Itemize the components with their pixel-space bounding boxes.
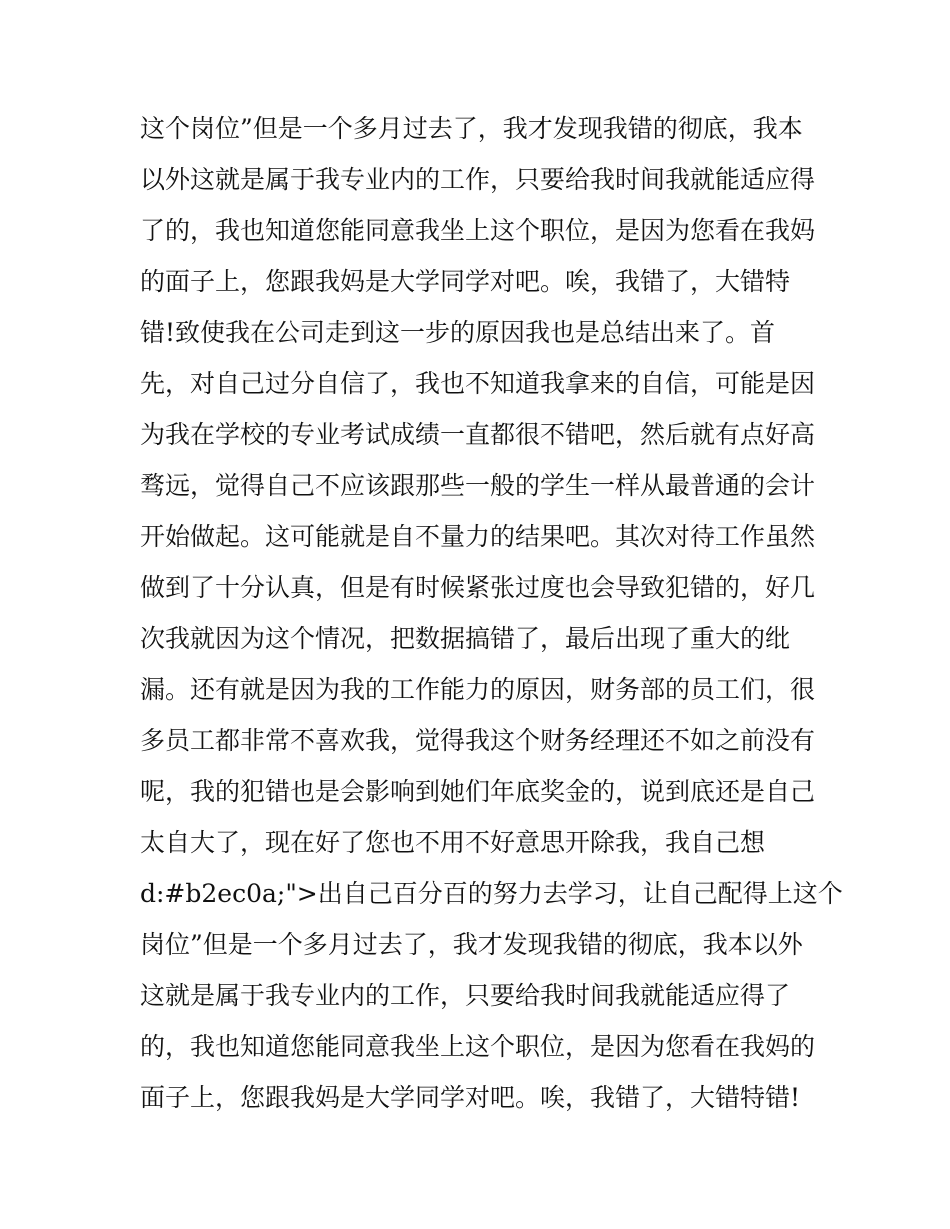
body-text xyxy=(140,103,843,1123)
text-line: 了的，我也知道您能同意我坐上这个职位，是因为您看在我妈 xyxy=(140,216,816,245)
text-line: 太自大了，现在好了您也不用不好意思开除我，我自己想 xyxy=(140,828,766,857)
text-line: 先，对自己过分自信了，我也不知道我拿来的自信，可能是因 xyxy=(140,369,816,398)
text-line: 呢，我的犯错也是会影响到她们年底奖金的，说到底还是自己 xyxy=(140,777,816,806)
text-line: 岗位”但是一个多月过去了，我才发现我错的彻底，我本以外 xyxy=(140,930,803,959)
text-line: 错!致使我在公司走到这一步的原因我也是总结出来了。首 xyxy=(140,318,776,347)
text-line: 做到了十分认真，但是有时候紧张过度也会导致犯错的，好几 xyxy=(140,573,816,602)
text-line: 面子上，您跟我妈是大学同学对吧。唉，我错了，大错特错! xyxy=(140,1083,801,1112)
text-line: 这个岗位”但是一个多月过去了，我才发现我错的彻底，我本 xyxy=(140,114,803,143)
text-line: 开始做起。这可能就是自不量力的结果吧。其次对待工作虽然 xyxy=(140,522,816,551)
text-line: 漏。还有就是因为我的工作能力的原因，财务部的员工们，很 xyxy=(140,675,816,704)
text-line: 为我在学校的专业考试成绩一直都很不错吧，然后就有点好高 xyxy=(140,420,816,449)
text-line: 骛远，觉得自己不应该跟那些一般的学生一样从最普通的会计 xyxy=(140,471,816,500)
text-line: 的，我也知道您能同意我坐上这个职位，是因为您看在我妈的 xyxy=(140,1032,816,1061)
text-line: 的面子上，您跟我妈是大学同学对吧。唉，我错了，大错特 xyxy=(140,267,791,296)
text-line: d:#b2ec0a;">出自己百分百的努力去学习，让自己配得上这个 xyxy=(140,879,843,908)
text-line: 这就是属于我专业内的工作，只要给我时间我就能适应得了 xyxy=(140,981,791,1010)
text-line: 次我就因为这个情况，把数据搞错了，最后出现了重大的纰 xyxy=(140,624,791,653)
text-line: 多员工都非常不喜欢我，觉得我这个财务经理还不如之前没有 xyxy=(140,726,816,755)
text-line: 以外这就是属于我专业内的工作，只要给我时间我就能适应得 xyxy=(140,165,816,194)
